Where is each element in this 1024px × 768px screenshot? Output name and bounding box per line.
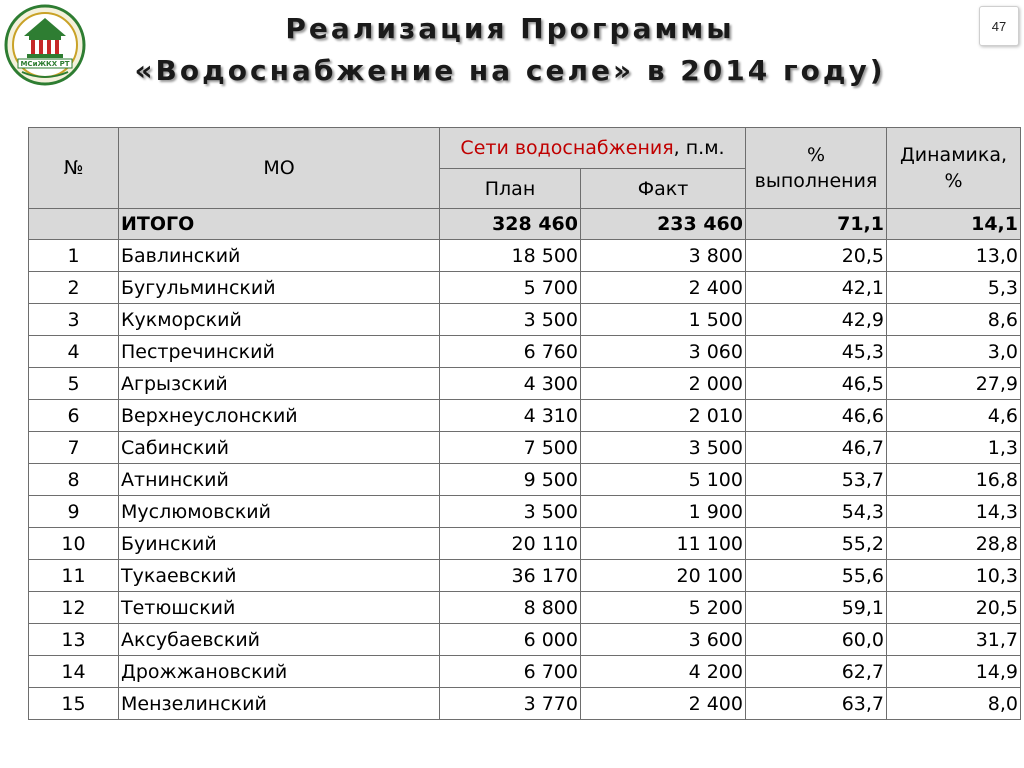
total-row (29, 209, 1021, 240)
row-percent: 20,5 (746, 240, 887, 272)
row-plan: 5 700 (440, 272, 581, 304)
table-row (29, 560, 1021, 592)
row-name: Атнинский (119, 464, 440, 496)
row-percent: 42,1 (746, 272, 887, 304)
row-fact: 4 200 (581, 656, 746, 688)
row-fact: 2 010 (581, 400, 746, 432)
ministry-house-emblem-icon (4, 4, 86, 86)
row-fact: 2 400 (581, 688, 746, 720)
row-num: 10 (29, 528, 119, 560)
row-num: 14 (29, 656, 119, 688)
row-num: 12 (29, 592, 119, 624)
row-percent: 42,9 (746, 304, 887, 336)
row-dynamics: 3,0 (887, 336, 1021, 368)
row-dynamics: 8,0 (887, 688, 1021, 720)
row-num: 13 (29, 624, 119, 656)
total-num (29, 209, 119, 240)
row-plan: 20 110 (440, 528, 581, 560)
row-dynamics: 27,9 (887, 368, 1021, 400)
row-dynamics: 8,6 (887, 304, 1021, 336)
row-plan: 18 500 (440, 240, 581, 272)
total-fact: 233 460 (581, 209, 746, 240)
row-name: Агрызский (119, 368, 440, 400)
row-percent: 63,7 (746, 688, 887, 720)
table-row (29, 656, 1021, 688)
row-fact: 2 400 (581, 272, 746, 304)
row-dynamics: 28,8 (887, 528, 1021, 560)
row-percent: 46,6 (746, 400, 887, 432)
row-percent: 45,3 (746, 336, 887, 368)
row-num: 1 (29, 240, 119, 272)
row-percent: 53,7 (746, 464, 887, 496)
row-dynamics: 16,8 (887, 464, 1021, 496)
ministry-logo (4, 4, 86, 86)
row-plan: 6 760 (440, 336, 581, 368)
row-num: 3 (29, 304, 119, 336)
header-networks-label: Сети водоснабжения (460, 137, 674, 159)
row-plan: 3 500 (440, 496, 581, 528)
row-dynamics: 1,3 (887, 432, 1021, 464)
title-line-1: Реализация Программы (285, 12, 735, 45)
row-name: Буинский (119, 528, 440, 560)
total-plan: 328 460 (440, 209, 581, 240)
page-number: 47 (979, 6, 1019, 46)
row-fact: 5 100 (581, 464, 746, 496)
row-name: Кукморский (119, 304, 440, 336)
header-dynamics: Динамика, % (887, 128, 1021, 209)
header-networks-unit: , п.м. (673, 137, 725, 159)
row-name: Бугульминский (119, 272, 440, 304)
row-plan: 4 300 (440, 368, 581, 400)
row-dynamics: 31,7 (887, 624, 1021, 656)
total-dynamics: 14,1 (887, 209, 1021, 240)
header-row-1 (29, 128, 1021, 169)
row-name: Бавлинский (119, 240, 440, 272)
row-name: Верхнеуслонский (119, 400, 440, 432)
row-dynamics: 20,5 (887, 592, 1021, 624)
table-row (29, 688, 1021, 720)
row-num: 8 (29, 464, 119, 496)
row-num: 9 (29, 496, 119, 528)
row-fact: 1 900 (581, 496, 746, 528)
row-fact: 3 800 (581, 240, 746, 272)
svg-text:МСиЖКХ РТ: МСиЖКХ РТ (20, 60, 70, 68)
row-dynamics: 4,6 (887, 400, 1021, 432)
table-row (29, 240, 1021, 272)
row-plan: 6 700 (440, 656, 581, 688)
row-dynamics: 13,0 (887, 240, 1021, 272)
table-row (29, 624, 1021, 656)
row-name: Пестречинский (119, 336, 440, 368)
row-percent: 55,2 (746, 528, 887, 560)
row-plan: 3 770 (440, 688, 581, 720)
row-fact: 11 100 (581, 528, 746, 560)
row-plan: 6 000 (440, 624, 581, 656)
row-percent: 62,7 (746, 656, 887, 688)
row-plan: 36 170 (440, 560, 581, 592)
row-fact: 1 500 (581, 304, 746, 336)
row-num: 11 (29, 560, 119, 592)
row-percent: 46,5 (746, 368, 887, 400)
header-num: № (29, 128, 119, 209)
table-row (29, 400, 1021, 432)
title-line-2: «Водоснабжение на селе» в 2014 году) (134, 54, 886, 87)
total-percent: 71,1 (746, 209, 887, 240)
total-name: ИТОГО (119, 209, 440, 240)
table-row (29, 528, 1021, 560)
row-percent: 55,6 (746, 560, 887, 592)
table-row (29, 592, 1021, 624)
table-row (29, 368, 1021, 400)
page-title (100, 8, 920, 92)
header-networks (440, 128, 746, 169)
row-fact: 20 100 (581, 560, 746, 592)
row-fact: 3 500 (581, 432, 746, 464)
row-plan: 8 800 (440, 592, 581, 624)
row-num: 6 (29, 400, 119, 432)
row-dynamics: 10,3 (887, 560, 1021, 592)
table-row (29, 432, 1021, 464)
row-fact: 3 600 (581, 624, 746, 656)
table-row (29, 304, 1021, 336)
row-fact: 5 200 (581, 592, 746, 624)
row-dynamics: 14,3 (887, 496, 1021, 528)
table-row (29, 464, 1021, 496)
row-plan: 3 500 (440, 304, 581, 336)
row-fact: 3 060 (581, 336, 746, 368)
row-name: Мензелинский (119, 688, 440, 720)
row-percent: 59,1 (746, 592, 887, 624)
row-percent: 60,0 (746, 624, 887, 656)
row-name: Аксубаевский (119, 624, 440, 656)
header-percent: % выполнения (746, 128, 887, 209)
header-mo: МО (119, 128, 440, 209)
row-num: 15 (29, 688, 119, 720)
table-row (29, 336, 1021, 368)
row-name: Муслюмовский (119, 496, 440, 528)
water-supply-table (28, 127, 1021, 720)
row-name: Тетюшский (119, 592, 440, 624)
row-fact: 2 000 (581, 368, 746, 400)
row-percent: 46,7 (746, 432, 887, 464)
row-name: Сабинский (119, 432, 440, 464)
header-plan: План (440, 169, 581, 209)
row-num: 4 (29, 336, 119, 368)
row-plan: 4 310 (440, 400, 581, 432)
table-row (29, 272, 1021, 304)
row-name: Дрожжановский (119, 656, 440, 688)
row-num: 7 (29, 432, 119, 464)
row-plan: 9 500 (440, 464, 581, 496)
row-num: 5 (29, 368, 119, 400)
row-percent: 54,3 (746, 496, 887, 528)
table-body (29, 209, 1021, 720)
row-plan: 7 500 (440, 432, 581, 464)
header-fact: Факт (581, 169, 746, 209)
row-num: 2 (29, 272, 119, 304)
row-dynamics: 14,9 (887, 656, 1021, 688)
row-dynamics: 5,3 (887, 272, 1021, 304)
row-name: Тукаевский (119, 560, 440, 592)
table-row (29, 496, 1021, 528)
